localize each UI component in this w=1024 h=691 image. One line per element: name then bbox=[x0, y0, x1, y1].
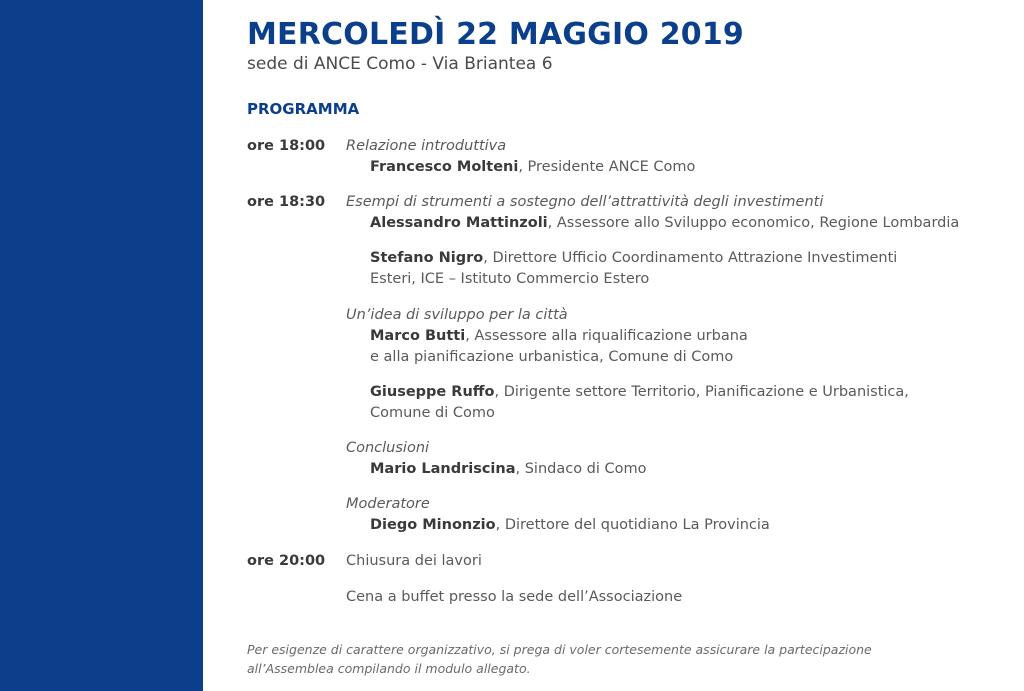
speaker-butti bbox=[370, 326, 748, 346]
speaker-name: Stefano Nigro bbox=[370, 250, 484, 266]
topic-introduzione: Relazione introduttiva bbox=[346, 138, 507, 154]
section-title: PROGRAMMA bbox=[247, 100, 360, 118]
speaker-name: Giuseppe Ruffo bbox=[370, 384, 495, 400]
footer-note bbox=[247, 640, 927, 678]
time-2000: ore 20:00 bbox=[247, 553, 326, 569]
blue-side-band bbox=[0, 0, 203, 691]
speaker-landriscina bbox=[370, 459, 647, 479]
time-1800: ore 18:00 bbox=[247, 138, 326, 154]
footer-note-line-2: all’Assemblea compilando il modulo allegato. bbox=[247, 661, 531, 676]
topic-sviluppo: Un’idea di sviluppo per la città bbox=[346, 307, 568, 323]
speaker-molteni bbox=[370, 157, 695, 177]
speaker-role: , Assessore allo Sviluppo economico, Regione Lombardia bbox=[547, 215, 960, 231]
page-title: MERCOLEDÌ 22 MAGGIO 2019 bbox=[247, 17, 745, 52]
speaker-name: Mario Landriscina bbox=[370, 461, 516, 477]
speaker-name: Diego Minonzio bbox=[370, 517, 496, 533]
speaker-mattinzoli bbox=[370, 213, 959, 233]
venue-subtitle: sede di ANCE Como - Via Briantea 6 bbox=[247, 54, 553, 74]
speaker-nigro bbox=[370, 248, 897, 268]
speaker-role: , Assessore alla riqualificazione urbana bbox=[465, 328, 748, 344]
time-1830: ore 18:30 bbox=[247, 194, 326, 210]
speaker-butti-role-cont: e alla pianificazione urbanistica, Comune di Como bbox=[370, 349, 734, 365]
dinner-item: Cena a buffet presso la sede dell’Associazione bbox=[346, 589, 683, 605]
speaker-role: , Direttore Ufficio Coordinamento Attrazione Investimenti bbox=[483, 250, 898, 266]
speaker-ruffo bbox=[370, 382, 909, 402]
speaker-role: , Sindaco di Como bbox=[515, 461, 647, 477]
speaker-role: , Dirigente settore Territorio, Pianificazione e Urbanistica, bbox=[494, 384, 909, 400]
speaker-name: Francesco Molteni bbox=[370, 159, 519, 175]
topic-moderatore: Moderatore bbox=[346, 496, 430, 512]
speaker-nigro-role-cont: Esteri, ICE – Istituto Commercio Estero bbox=[370, 271, 650, 287]
speaker-role: , Direttore del quotidiano La Provincia bbox=[495, 517, 770, 533]
closing-item: Chiusura dei lavori bbox=[346, 553, 482, 569]
speaker-ruffo-role-cont: Comune di Como bbox=[370, 405, 495, 421]
speaker-name: Marco Butti bbox=[370, 328, 466, 344]
speaker-role: , Presidente ANCE Como bbox=[518, 159, 696, 175]
topic-strumenti: Esempi di strumenti a sostegno dell’attrattività degli investimenti bbox=[346, 194, 824, 210]
topic-conclusioni: Conclusioni bbox=[346, 440, 430, 456]
speaker-name: Alessandro Mattinzoli bbox=[370, 215, 548, 231]
footer-note-line-1: Per esigenze di carattere organizzativo, si prega di voler cortesemente assicurare la partecipazione bbox=[247, 642, 872, 657]
speaker-minonzio bbox=[370, 515, 770, 535]
